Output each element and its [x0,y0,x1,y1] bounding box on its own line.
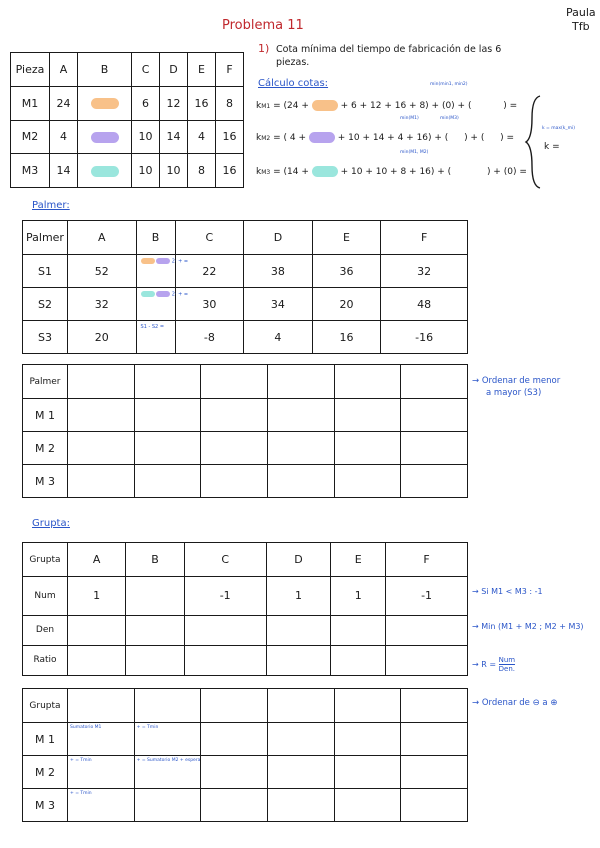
km1-part-a: = (24 + [273,101,309,111]
palmer-order-row [23,399,468,432]
km3-part-c: ) + (0) = [486,167,527,177]
grupta-cell [126,577,184,616]
pieces-table [10,52,244,188]
pieces-cell: 4 [50,120,78,154]
note-min-2: min(M1) [400,116,419,121]
grupta-order-note: → Ordenar de ⊖ a ⊕ [472,698,558,708]
pieces-cell: 10 [132,120,160,154]
question-number: 1) [258,42,270,55]
grupta-cell-note: Sumatorio M1 [70,725,102,730]
mini-pill-purple [156,291,170,297]
palmer-cell-b [136,321,175,354]
palmer-order-header-row [23,365,468,399]
km2-part-d: ) = [500,133,515,143]
km1-part-b: + 6 + 12 + 16 + 8) + (0) + ( [340,101,472,111]
pieces-cell: 8 [188,154,216,188]
pill-teal [91,166,119,177]
grupta-ratio-den: Den. [498,665,516,673]
palmer-row-s3 [23,321,468,354]
grupta-order-label: M 2 [23,756,68,789]
km3-sub: M3 [261,169,271,176]
km3-b-pill [312,166,338,177]
palmer-table [22,220,468,354]
grupta-row-label: Ratio [23,645,68,675]
pieces-cell: 16 [215,120,243,154]
mini-pill-orange [141,258,155,264]
palmer-cell: -16 [381,321,468,354]
palmer-cell: 16 [312,321,381,354]
palmer-cell: 22 [175,255,244,288]
km1-k: k [256,101,262,111]
palmer-order-note-2: a mayor (S3) [486,388,542,398]
mini-pill-teal [141,291,155,297]
palmer-cell: 32 [68,288,137,321]
palmer-cell-b [136,288,189,321]
author-code: Tfb [572,20,590,33]
grupta-cell-note: + = Sumatorio M2 + espera [136,758,201,763]
grupta-ratio-note-a: → R = [472,660,497,669]
palmer-cell: 36 [312,255,381,288]
palmer-header-cell: Palmer [23,221,68,255]
pieces-cell: 6 [132,87,160,121]
km2-k: k [256,133,262,143]
pill-orange [91,98,119,109]
palmer-b-note: S1 - S2 = [140,324,165,330]
palmer-order-table [22,364,468,498]
mini-pill-purple [156,258,170,264]
grupta-order-label: M 1 [23,723,68,756]
km2-part-b: + 10 + 14 + 4 + 16) + ( [337,133,449,143]
km1-equation [256,100,517,111]
palmer-cell-b [136,255,189,288]
pieces-row-label: M1 [11,87,50,121]
pieces-cell: 14 [50,154,78,188]
grupta-order-table [22,688,468,822]
grupta-row-den [23,615,468,645]
grupta-ratio-num: Num [498,656,516,664]
grupta-cell: -1 [386,577,468,616]
palmer-cell: 30 [175,288,244,321]
palmer-row-s1 [23,255,468,288]
pieces-header-cell: A [50,53,78,87]
pieces-row-label: M3 [11,154,50,188]
palmer-row-label: S1 [23,255,68,288]
grupta-row-ratio [23,645,468,675]
grupta-heading: Grupta: [32,518,70,529]
grupta-den-note: → Min (M1 + M2 ; M2 + M3) [472,622,584,631]
pieces-row-label: M2 [11,120,50,154]
note-min-1: min(min1, min2) [430,82,468,87]
calc-heading: Cálculo cotas: [258,78,329,89]
pieces-cell: 24 [50,87,78,121]
palmer-order-note-1: → Ordenar de menor [472,376,561,386]
palmer-cell: 20 [312,288,381,321]
grupta-header-cell: F [386,543,468,577]
km3-part-a: = (14 + [273,167,309,177]
palmer-order-label: M 3 [23,465,68,498]
km3-k: k [256,167,262,177]
grupta-cell-note: + = Tmin [70,791,92,796]
grupta-row-num [23,577,468,616]
pieces-cell: 10 [160,154,188,188]
km2-part-a: = ( 4 + [273,133,306,143]
pieces-header-cell: C [132,53,160,87]
grupta-cell: 1 [331,577,386,616]
pieces-header-cell: D [160,53,188,87]
pieces-row-m2 [11,120,244,154]
grupta-order-row [23,756,468,789]
palmer-heading: Palmer: [32,200,70,211]
palmer-cell: 38 [244,255,313,288]
grupta-header-cell: A [68,543,126,577]
grupta-num-note: → Si M1 < M3 : -1 [472,587,543,596]
pieces-cell: 12 [160,87,188,121]
pieces-cell: 8 [215,87,243,121]
km2-part-c: ) + ( [464,133,485,143]
palmer-order-row [23,432,468,465]
palmer-cell: 4 [244,321,313,354]
km1-part-c: ) = [503,101,518,111]
k-note: k = max(k_mi) [542,126,576,131]
palmer-header-cell: A [68,221,137,255]
grupta-cell-note: + = Tmin [136,725,159,730]
km3-equation [256,166,527,177]
brace-icon [524,94,544,190]
palmer-row-label: S3 [23,321,68,354]
grupta-header-cell: C [184,543,266,577]
km1-b-pill [312,100,338,111]
palmer-header-cell: D [244,221,313,255]
palmer-header-cell: E [312,221,381,255]
grupta-cell: -1 [184,577,266,616]
grupta-header-cell: D [266,543,331,577]
grupta-cell: 1 [266,577,331,616]
pieces-header-cell: F [215,53,243,87]
palmer-order-label: M 1 [23,399,68,432]
palmer-order-row [23,465,468,498]
palmer-cell: 32 [381,255,468,288]
palmer-cell: 48 [381,288,468,321]
grupta-header-row [23,543,468,577]
palmer-cell: 34 [244,288,313,321]
question-text-line1: Cota mínima del tiempo de fabricación de las 6 [276,44,502,55]
km2-b-pill [309,132,335,143]
pieces-cell-b [77,154,131,188]
pieces-cell: 16 [215,154,243,188]
palmer-header-cell: F [381,221,468,255]
pieces-cell: 4 [188,120,216,154]
km2-equation [256,132,514,143]
grupta-order-header-row [23,689,468,723]
author-name: Paula [566,6,596,19]
palmer-cell: -8 [175,321,244,354]
grupta-order-row [23,723,468,756]
grupta-header-cell: E [331,543,386,577]
grupta-ratio-note [472,656,515,673]
pieces-cell: 14 [160,120,188,154]
grupta-cell: 1 [68,577,126,616]
palmer-order-label: M 2 [23,432,68,465]
pieces-row-m1 [11,87,244,121]
grupta-order-row [23,789,468,822]
pill-purple [91,132,119,143]
palmer-header-cell: B [136,221,175,255]
km1-sub: M1 [261,103,271,110]
grupta-header-cell: B [126,543,184,577]
grupta-cell-note: + = Tmin [70,758,92,763]
palmer-header-row [23,221,468,255]
note-min-4: min(M1, M2) [400,150,429,155]
question-text-line2: piezas. [276,57,310,68]
grupta-order-header: Grupta [23,689,68,723]
grupta-header-cell: Grupta [23,543,68,577]
pieces-row-m3 [11,154,244,188]
pieces-header-cell: B [77,53,131,87]
note-min-3: min(M3) [440,116,459,121]
palmer-row-label: S2 [23,288,68,321]
grupta-table [22,542,468,676]
pieces-cell-b [77,120,131,154]
pieces-header-cell: Pieza [11,53,50,87]
grupta-row-label: Den [23,615,68,645]
palmer-b-note: 2· + = [171,258,189,265]
grupta-order-label: M 3 [23,789,68,822]
grupta-row-label: Num [23,577,68,616]
pieces-header-row [11,53,244,87]
pieces-cell: 16 [188,87,216,121]
palmer-header-cell: C [175,221,244,255]
pieces-cell-b [77,87,131,121]
km2-sub: M2 [261,135,271,142]
palmer-row-s2 [23,288,468,321]
palmer-cell: 20 [68,321,137,354]
km3-part-b: + 10 + 10 + 8 + 16) + ( [340,167,452,177]
palmer-cell: 52 [68,255,137,288]
pieces-header-cell: E [188,53,216,87]
pieces-cell: 10 [132,154,160,188]
palmer-order-header: Palmer [23,365,68,399]
k-label: k = [544,142,560,152]
page-title: Problema 11 [222,18,304,33]
palmer-b-note: 2· + = [171,291,189,298]
